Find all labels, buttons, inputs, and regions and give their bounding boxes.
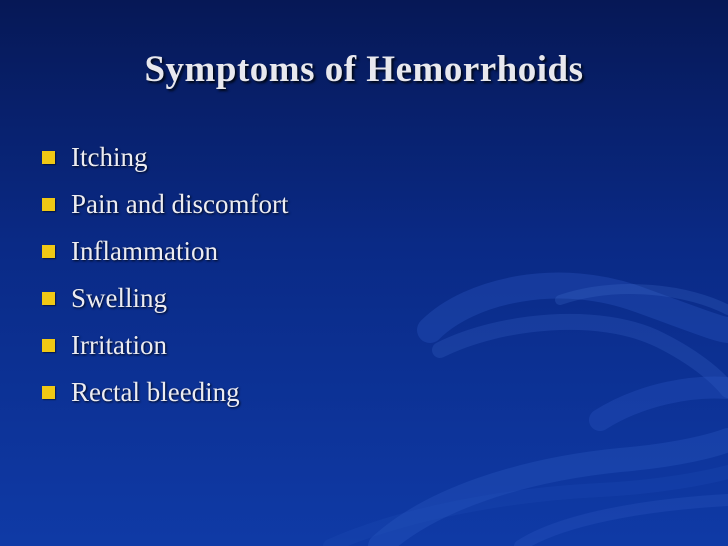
bullet-item <box>42 181 288 228</box>
bullet-item <box>42 369 288 416</box>
bullet-item <box>42 134 288 181</box>
bullet-item <box>42 322 288 369</box>
bullet-item <box>42 228 288 275</box>
bullet-text: Swelling <box>71 283 168 313</box>
square-bullet-icon <box>42 245 55 258</box>
square-bullet-icon <box>42 151 55 164</box>
square-bullet-icon <box>42 339 55 352</box>
bullet-item <box>42 275 288 322</box>
bullet-text: Inflammation <box>71 236 218 266</box>
bullet-text: Irritation <box>71 330 167 360</box>
square-bullet-icon <box>42 292 55 305</box>
bullet-text: Rectal bleeding <box>71 377 240 407</box>
bullet-text: Itching <box>71 142 148 172</box>
square-bullet-icon <box>42 386 55 399</box>
square-bullet-icon <box>42 198 55 211</box>
bullet-list <box>42 134 288 416</box>
bullet-text: Pain and discomfort <box>71 189 289 219</box>
slide-title: Symptoms of Hemorrhoids <box>144 49 584 90</box>
